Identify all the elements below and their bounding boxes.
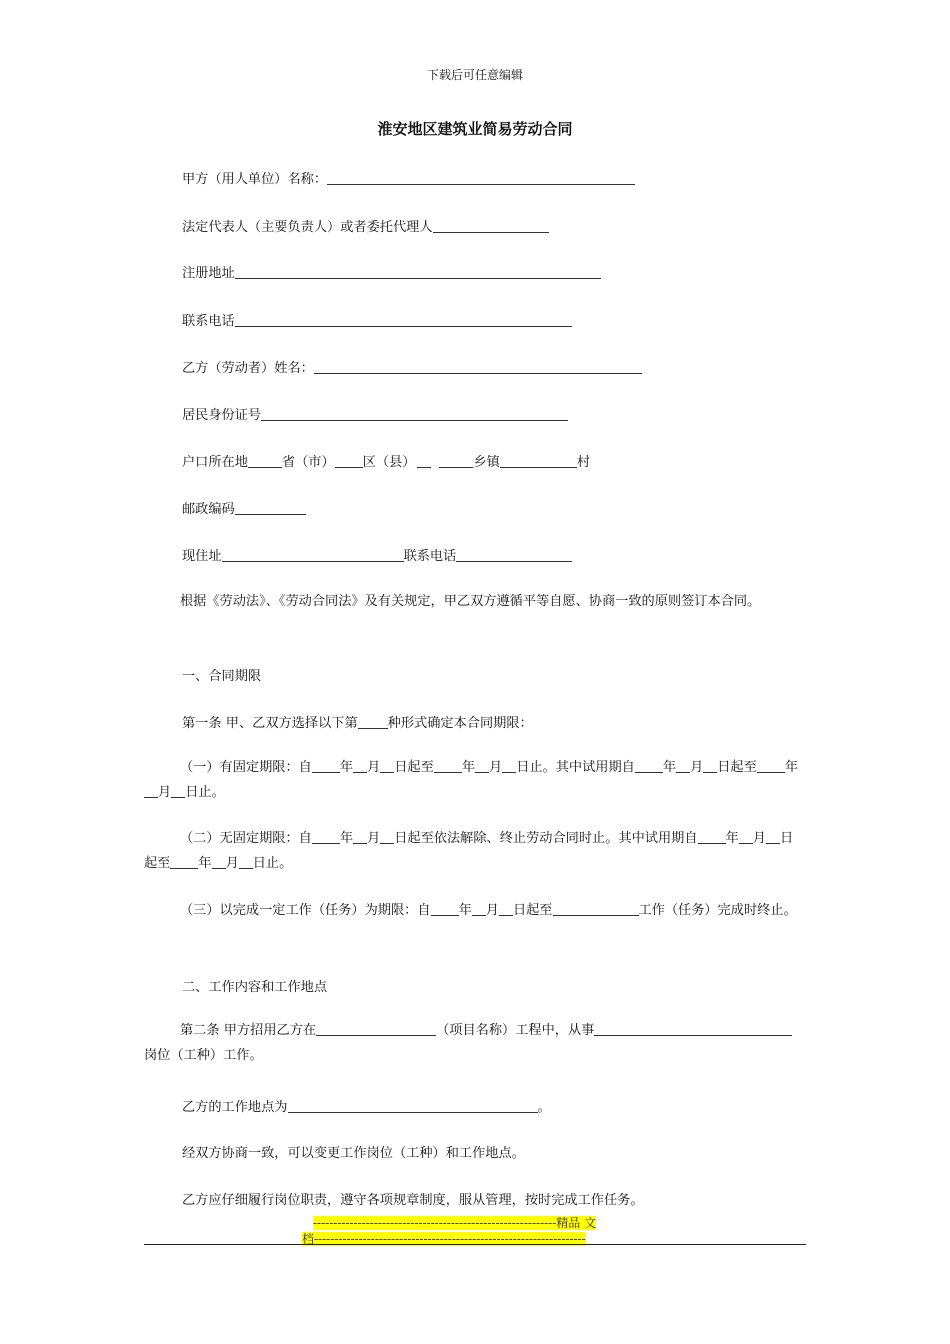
preamble-text: 根据《劳动法》、《劳动合同法》及有关规定，甲乙双方遵循平等自愿、协商一致的原则签订本合同。 [180, 594, 761, 609]
article2-text-c: 岗位（工种）工作。 [144, 1048, 263, 1063]
open-from-label: 日起至 [144, 831, 794, 871]
party-b-id-line [182, 404, 568, 423]
task-term-paragraph [144, 898, 804, 923]
duty-clause: 乙方应仔细履行岗位职责，遵守各项规章制度，服从管理，按时完成工作任务。 [182, 1193, 644, 1208]
task-year-label: 年 [458, 903, 472, 918]
article1-line [182, 712, 533, 731]
open-start-day[interactable] [380, 829, 394, 844]
party-b-postcode-line [182, 498, 306, 517]
party-a-address-line [182, 262, 601, 281]
task-start-day[interactable] [499, 901, 513, 916]
hukou-town-label: 乡镇 [473, 455, 500, 470]
article1-text-b: 种形式确定本合同期限： [387, 716, 533, 731]
party-b-id-field[interactable] [261, 406, 568, 421]
open-trial-end-day[interactable] [239, 854, 253, 869]
party-a-phone-line [182, 310, 572, 329]
fixed-trial-start-day[interactable] [703, 758, 717, 773]
open-start-year[interactable] [312, 829, 340, 844]
fixed-term-a: （一）有固定期限：自 [180, 760, 312, 775]
fixed-from-label: 日起至 [394, 760, 434, 775]
open-start-month[interactable] [353, 829, 367, 844]
hukou-district-field[interactable] [335, 453, 363, 468]
hukou-province-label: 省（市） [281, 455, 335, 470]
party-b-phone-label: 联系电话 [403, 549, 457, 564]
task-term-b: 工作（任务）完成时终止。 [638, 903, 797, 918]
section1-heading: 一、合同期限 [182, 669, 262, 684]
task-start-year[interactable] [431, 901, 459, 916]
task-description-field[interactable] [553, 901, 639, 916]
work-location-label: 乙方的工作地点为 [182, 1100, 288, 1115]
preamble-paragraph [144, 589, 804, 614]
fixed-trial-end-year[interactable] [757, 758, 785, 773]
open-month-label: 月 [225, 856, 239, 871]
party-a-rep-line [182, 216, 549, 235]
contract-title: 淮安地区建筑业简易劳动合同 [377, 120, 573, 138]
hukou-village-label: 村 [576, 455, 590, 470]
hukou-extra-field[interactable] [417, 453, 431, 468]
fixed-year-label: 年 [339, 760, 354, 775]
article2-paragraph [144, 1018, 804, 1068]
hukou-town-field[interactable] [439, 453, 473, 468]
fixed-end-day[interactable] [502, 758, 516, 773]
fixed-start-year[interactable] [312, 758, 340, 773]
header-note: 下载后可任意编辑 [426, 68, 523, 82]
fixed-month-label: 月 [367, 760, 381, 775]
hukou-province-field[interactable] [248, 453, 282, 468]
task-from-label: 日起至 [512, 903, 553, 918]
project-name-field[interactable] [316, 1021, 436, 1036]
open-month-label: 月 [752, 831, 766, 846]
fixed-from-label: 日起至 [717, 760, 757, 775]
party-a-rep-field[interactable] [433, 218, 549, 233]
party-b-name-label: 乙方（劳动者）姓名： [182, 361, 314, 376]
fixed-month-label: 月 [690, 760, 704, 775]
current-address-field[interactable] [222, 547, 404, 562]
footer-text-1: ------------------------------------------------------------精品 文 [313, 1216, 597, 1230]
open-year-label: 年 [198, 856, 212, 871]
fixed-year-label: 年 [784, 760, 798, 775]
open-term-paragraph [144, 826, 804, 876]
open-trial-end-year[interactable] [170, 854, 198, 869]
open-trial-end-month[interactable] [212, 854, 226, 869]
open-trial-start-day[interactable] [766, 829, 780, 844]
party-a-address-field[interactable] [235, 264, 601, 279]
open-year-label: 年 [339, 831, 354, 846]
open-term-b: 日起至依法解除、终止劳动合同时止。其中试用期自 [394, 831, 698, 846]
fixed-trial-end-day[interactable] [171, 783, 185, 798]
party-b-hukou-line [182, 451, 590, 470]
party-b-phone-field[interactable] [456, 547, 572, 562]
fixed-end-month[interactable] [475, 758, 489, 773]
party-b-name-field[interactable] [314, 359, 642, 374]
article1-text-a: 第一条 甲、乙双方选择以下第 [182, 716, 358, 731]
party-a-name-field[interactable] [327, 170, 635, 185]
fixed-trial-start-month[interactable] [676, 758, 690, 773]
footer-divider [144, 1244, 806, 1245]
term-type-field[interactable] [358, 714, 388, 729]
party-b-id-label: 居民身份证号 [182, 408, 262, 423]
work-location-end: 。 [537, 1100, 551, 1115]
party-a-name-label: 甲方（用人单位）名称： [182, 172, 328, 187]
job-position-field-cont[interactable] [764, 1021, 792, 1036]
footer-text-2: 档------------------------------------------------------------------- [302, 1232, 586, 1246]
fixed-year-label: 年 [662, 760, 677, 775]
party-b-residence-line [182, 545, 572, 564]
open-month-label: 月 [367, 831, 381, 846]
party-a-address-label: 注册地址 [182, 266, 235, 281]
job-position-field[interactable] [594, 1021, 764, 1036]
open-end-label: 日止。 [252, 856, 293, 871]
fixed-trial-end-month[interactable] [144, 783, 158, 798]
article2-text-b: （项目名称）工程中，从事 [436, 1023, 595, 1038]
hukou-district-label: 区（县） [362, 455, 416, 470]
fixed-end-label: 日止。 [185, 785, 225, 800]
task-month-label: 月 [485, 903, 499, 918]
open-trial-start-year[interactable] [698, 829, 726, 844]
hukou-label: 户口所在地 [182, 455, 248, 470]
task-start-month[interactable] [472, 901, 486, 916]
party-a-rep-label: 法定代表人（主要负责人）或者委托代理人 [182, 220, 433, 235]
fixed-month-label: 月 [158, 785, 172, 800]
fixed-trial-start-year[interactable] [635, 758, 663, 773]
section2-heading: 二、工作内容和工作地点 [182, 980, 328, 995]
article2-text-a: 第二条 甲方招用乙方在 [180, 1023, 317, 1038]
current-address-label: 现住址 [182, 549, 222, 564]
open-year-label: 年 [725, 831, 739, 846]
fixed-year-label: 年 [461, 760, 475, 775]
hukou-village-field[interactable] [500, 453, 577, 468]
party-b-postcode-field[interactable] [235, 500, 306, 515]
work-location-line [182, 1096, 551, 1115]
party-a-phone-field[interactable] [235, 312, 572, 327]
change-clause: 经双方协商一致，可以变更工作岗位（工种）和工作地点。 [182, 1146, 525, 1161]
party-b-name-line [182, 357, 642, 376]
fixed-start-day[interactable] [380, 758, 394, 773]
fixed-stop-label: 日止。其中试用期自 [516, 760, 635, 775]
open-term-a: （二）无固定期限：自 [180, 831, 312, 846]
fixed-month-label: 月 [489, 760, 503, 775]
party-a-phone-label: 联系电话 [182, 314, 235, 329]
task-term-a: （三）以完成一定工作（任务）为期限：自 [180, 903, 431, 918]
fixed-start-month[interactable] [353, 758, 367, 773]
work-location-field[interactable] [288, 1098, 538, 1113]
open-trial-start-month[interactable] [739, 829, 753, 844]
fixed-end-year[interactable] [434, 758, 462, 773]
party-b-postcode-label: 邮政编码 [182, 502, 235, 517]
fixed-term-paragraph [144, 755, 804, 805]
party-a-name-line [182, 168, 635, 187]
